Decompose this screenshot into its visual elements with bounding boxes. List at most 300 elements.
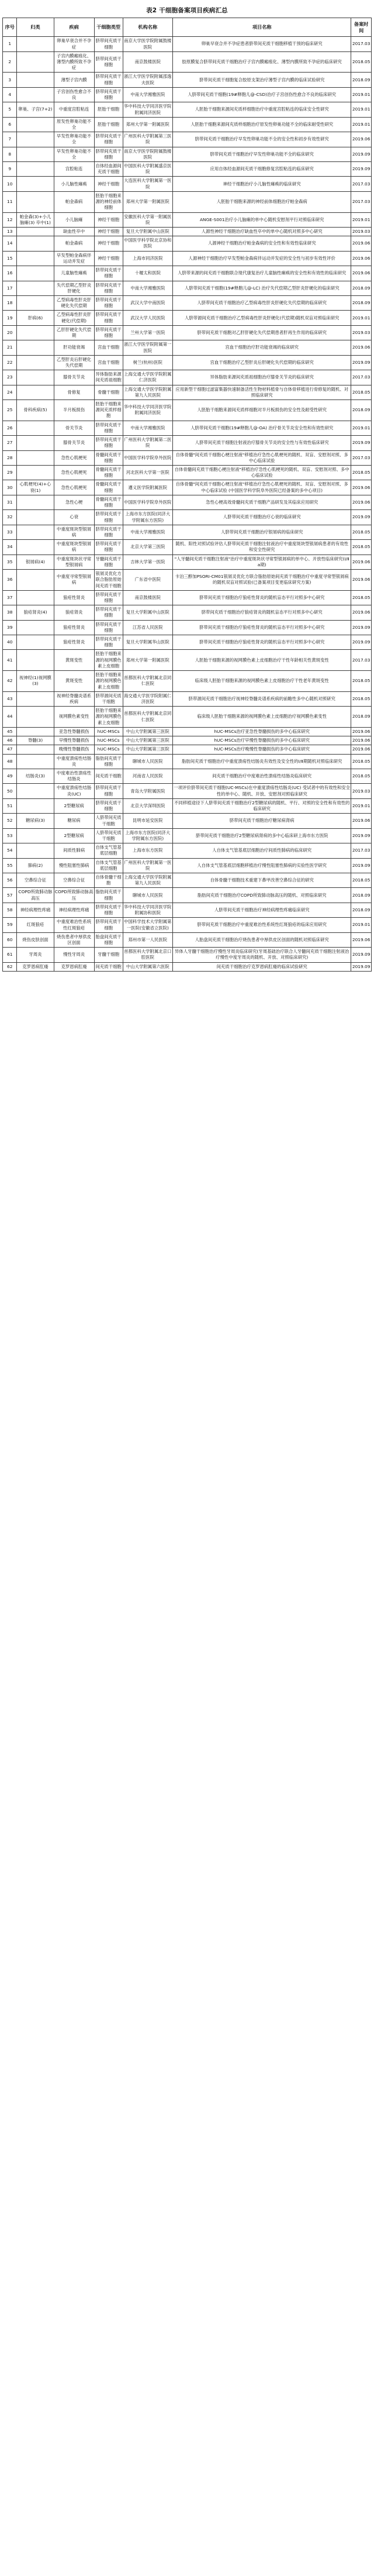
- table-row: [3, 191, 372, 212]
- cell-institution: 中山大学附属第三医院: [123, 727, 172, 736]
- table-row: [3, 117, 372, 132]
- cell-stem-cell-type: 脐带间充质干细胞: [94, 266, 123, 281]
- table-row: [3, 948, 372, 962]
- cell-institution: 郑州大学第一附属医院: [123, 191, 172, 212]
- table-row: [3, 828, 372, 843]
- cell-category: [17, 177, 54, 191]
- table-row: [3, 873, 372, 888]
- cell-project-name: hUC-MSCs治疗早慢性脊髓损伤的多中心临床研究: [173, 736, 351, 745]
- cell-project-name: 卡泊三醇加PSORI-CM01银屑灵优化方联合脂肪原始间充质干细胞治疗中重度寻常型银屑病的随机双盲对照试验(已备案项目变更临床研究方案): [173, 570, 351, 591]
- cell-institution: 中山大学附属第六医院: [123, 962, 172, 971]
- cell-category: [17, 191, 54, 212]
- cell-record-date: 2018.09: [351, 281, 372, 295]
- cell-institution: 青岛大学附属医院: [123, 784, 172, 798]
- cell-record-date: 2019.06: [351, 495, 372, 509]
- cell-disease: 黄斑变性: [54, 671, 94, 692]
- cell-disease: 小儿脑性瘫痪: [54, 177, 94, 191]
- cell-stem-cell-type: 骨髓间充质干细胞: [94, 466, 123, 480]
- cell-disease: 失代偿期乙型肝炎肝硬化: [54, 281, 94, 295]
- table-row: [3, 962, 372, 971]
- cell-record-date: 2019.06: [351, 251, 372, 266]
- cell-record-date: 2017.03: [351, 843, 372, 858]
- cell-project-name: 人脐带间充质干细胞治疗神经病理性疼痛临床研究: [173, 903, 351, 917]
- cell-institution: 浙江大学医学院附属第一医院: [123, 340, 172, 355]
- cell-project-name: hUC-MSCs治疗晚慢性脊髓损伤的多中心临床研究: [173, 745, 351, 754]
- cell-record-date: 2019.09: [351, 962, 372, 971]
- cell-disease: 乙型病毒性肝炎肝硬化失代偿期: [54, 295, 94, 310]
- cell-no: 33: [3, 525, 17, 539]
- table-row: [3, 495, 372, 509]
- cell-institution: 昆明市延安医院: [123, 814, 172, 828]
- cell-institution: 广东省中医院: [123, 570, 172, 591]
- cell-project-name: 一项评价脐带间充质干细胞(UC-MSCs)在中重度溃疡性结肠炎(UC) 受试者中的有效性和安全性的单中心、随机、开放、安慰剂对照临床研究: [173, 784, 351, 798]
- cell-record-date: 2019.09: [351, 948, 372, 962]
- table-row: [3, 450, 372, 465]
- cell-disease: 早发性卵巢功能不全: [54, 132, 94, 147]
- cell-no: 59: [3, 918, 17, 932]
- cell-project-name: 脐带间充质干细胞治疗糖尿病肾病: [173, 814, 351, 828]
- cell-record-date: 2019.09: [351, 355, 372, 370]
- cell-project-name: 脂肪间充质干细胞治疗COPD所致肺动脉高压的随机、对照临床研究: [173, 888, 351, 903]
- cell-institution: 河北医科大学第一医院: [123, 466, 172, 480]
- cell-record-date: 2019.06: [351, 745, 372, 754]
- table-row: [3, 436, 372, 450]
- cell-institution: 兰州大学第一医院: [123, 325, 172, 340]
- cell-category: [17, 620, 54, 635]
- cell-category: [17, 37, 54, 51]
- cell-institution: 华中科技大学同济医学院附属同济医院: [123, 102, 172, 117]
- cell-disease: 神经病理性疼痛: [54, 903, 94, 917]
- cell-disease: 骨修复: [54, 385, 94, 400]
- cell-project-name: 自体骨髓"间充质干细胞心梗注射液"移植治疗急性心肌梗死的随机、双盲、安慰剂对照、多中心临床试验 (中国医学科学院阜外医院已经备案的多中心项目): [173, 480, 351, 495]
- cell-disease: 乙型病毒性肝炎肝硬化(代偿期): [54, 311, 94, 325]
- cell-project-name: 人脐带间充质干细胞(19#释胞儿@-OA) 治疗骨关节炎安全性和有效性研究: [173, 421, 351, 435]
- cell-disease: 空鼻综合征: [54, 873, 94, 888]
- cell-no: 55: [3, 858, 17, 873]
- cell-project-name: 脐带间充质干细胞治疗早发性卵巢功能不全的安全性和初步有效性研究: [173, 132, 351, 147]
- cell-stem-cell-type: 胚胎干细胞: [94, 117, 123, 132]
- cell-institution: 安徽医科大学第一附属医院: [123, 212, 172, 227]
- cell-project-name: 异体脂肪来源间充质祖细胞治疗膝骨关节炎的临床研究: [173, 370, 351, 385]
- cell-record-date: 2018.09: [351, 73, 372, 87]
- cell-institution: 中山大学附属第三医院: [123, 745, 172, 754]
- cell-stem-cell-type: 脐带间充质干细胞: [94, 903, 123, 917]
- table-header: [3, 18, 372, 37]
- cell-record-date: 2017.03: [351, 191, 372, 212]
- cell-disease: 中重度斑块型银屑病: [54, 540, 94, 555]
- cell-record-date: 2018.05: [351, 671, 372, 692]
- cell-disease: 糖尿病: [54, 814, 94, 828]
- cell-no: 15: [3, 251, 17, 266]
- cell-project-name: 自体骨髓干细胞技术重建下鼻甲改善空鼻综合征的研究: [173, 873, 351, 888]
- table-row: [3, 87, 372, 102]
- cell-disease: 克罗恩病肛瘘: [54, 962, 94, 971]
- cell-project-name: 间充质干细胞治疗克罗恩病肛瘘的临床试验研究: [173, 962, 351, 971]
- cell-institution: 大连医科大学附属第一医院: [123, 177, 172, 191]
- cell-stem-cell-type: 脐带间充质干细胞: [94, 635, 123, 650]
- cell-project-name: 神经干细胞治疗小儿脑性瘫痪的临床研究: [173, 177, 351, 191]
- column-header-project: 项目名称: [173, 18, 351, 37]
- cell-project-name: 人脐带间充质干细胞治疗乙型病毒性肝炎肝硬化失代偿期的临床研究: [173, 295, 351, 310]
- cell-category: 糖尿病(3): [17, 814, 54, 828]
- cell-project-name: 脐带间充质干细胞治疗早发性卵巢功能不全的临床研究: [173, 147, 351, 161]
- table-row: [3, 745, 372, 754]
- column-header-institution: 机构名称: [123, 18, 172, 37]
- cell-record-date: 2018.09: [351, 400, 372, 421]
- cell-record-date: 2018.09: [351, 707, 372, 728]
- cell-record-date: 2019.09: [351, 858, 372, 873]
- cell-institution: 河南省人民医院: [123, 769, 172, 783]
- cell-project-name: 自体骨髓间充质干细胞心梗注射液"移植治疗急性心肌梗死的随机、双盲、安慰剂对照、多中心临床试验: [173, 466, 351, 480]
- cell-institution: 树兰(杭州)医院: [123, 355, 172, 370]
- table-row: [3, 635, 372, 650]
- table-row: [3, 858, 372, 873]
- cell-record-date: 2019.03: [351, 228, 372, 236]
- cell-disease: 中重度溃疡性结肠炎(UC): [54, 784, 94, 798]
- cell-category: [17, 266, 54, 281]
- cell-institution: 中国医科大学附属盛京医院: [123, 162, 172, 177]
- cell-category: [17, 236, 54, 251]
- cell-stem-cell-type: 人脐带间充质干细胞: [94, 814, 123, 828]
- cell-disease: 慢性牙周炎: [54, 948, 94, 962]
- cell-no: 41: [3, 650, 17, 671]
- cell-category: 神经病理性疼痛: [17, 903, 54, 917]
- cell-category: [17, 340, 54, 355]
- cell-disease: 原发性卵巢功能不全: [54, 117, 94, 132]
- cell-institution: 首都医科大学附属北京口腔医院: [123, 948, 172, 962]
- cell-no: 3: [3, 73, 17, 87]
- cell-disease: 宫腔粘连: [54, 162, 94, 177]
- cell-no: 35: [3, 555, 17, 569]
- cell-project-name: 临床级人胚胎干细胞来源的视网膜色素上皮细胞治疗干性老年黄斑变性: [173, 671, 351, 692]
- cell-stem-cell-type: 脐带间充质干细胞: [94, 147, 123, 161]
- cell-no: 7: [3, 132, 17, 147]
- cell-disease: 急性心梗: [54, 495, 94, 509]
- cell-no: 25: [3, 400, 17, 421]
- cell-no: 30: [3, 480, 17, 495]
- cell-stem-cell-type: 脐带间充质干细胞: [94, 73, 123, 87]
- stem-cell-registration-table: [2, 18, 372, 972]
- cell-no: 11: [3, 191, 17, 212]
- cell-stem-cell-type: 脐带间充质干细胞: [94, 37, 123, 51]
- table-row: [3, 903, 372, 917]
- cell-category: [17, 117, 54, 132]
- cell-project-name: hUC-MSCs治疗亚急性脊髓损伤的多中心临床研究: [173, 727, 351, 736]
- cell-institution: 首都医科大学附属北京同仁医院: [123, 671, 172, 692]
- cell-no: 47: [3, 745, 17, 754]
- cell-category: [17, 510, 54, 525]
- table-row: [3, 177, 372, 191]
- table-row: [3, 385, 372, 400]
- cell-project-name: 人脐带间充质干细胞治疗银屑病的临床研究: [173, 525, 351, 539]
- cell-project-name: 人胚胎干细胞来源的神经前体细胞治疗帕金森病: [173, 191, 351, 212]
- document-page: [0, 0, 374, 976]
- cell-disease: 中重度难治性系统性红斑狼疮: [54, 918, 94, 932]
- cell-institution: 中国医学科学院阜外医院: [123, 450, 172, 465]
- table-row: [3, 671, 372, 692]
- cell-category: [17, 784, 54, 798]
- cell-record-date: 2018.09: [351, 888, 372, 903]
- cell-institution: 聊城市人民医院: [123, 888, 172, 903]
- cell-category: 银屑病(4): [17, 555, 54, 569]
- table-row: [3, 754, 372, 769]
- cell-record-date: 2017.03: [351, 450, 372, 465]
- cell-disease: 心衰: [54, 510, 94, 525]
- cell-project-name: 自体骨髓"间充质干细胞心梗注射液"移植治疗急性心肌梗死的随机、双盲、安慰剂对照、多中心临床试验: [173, 450, 351, 465]
- table-row: [3, 311, 372, 325]
- cell-institution: 首都医科大学附属北京同仁医院: [123, 707, 172, 728]
- cell-project-name: 人脐带来源的间充质干细胞联合现代康复治疗儿童脑性瘫痪的安全性和有效性的临床研究: [173, 266, 351, 281]
- cell-category: 牙周炎: [17, 948, 54, 962]
- cell-disease: 间质性肺病: [54, 843, 94, 858]
- cell-record-date: 2019.03: [351, 784, 372, 798]
- cell-project-name: 人自体支气管基底层细胞移植治疗慢性阻塞性肺病的实验性医学研究: [173, 858, 351, 873]
- cell-no: 26: [3, 421, 17, 435]
- cell-project-name: 急性心梗高效骨髓间充质干细胞产品研发及其临床应用研究: [173, 495, 351, 509]
- cell-no: 24: [3, 385, 17, 400]
- cell-institution: 北京大学第三医院: [123, 540, 172, 555]
- cell-no: 32: [3, 510, 17, 525]
- cell-project-name: 人胚胎干细胞来源间充质样细胞治疗原发性卵巢功能不全的临床耐受性研究: [173, 117, 351, 132]
- cell-project-name: 脐带间充质干细胞对乙肝肝硬化失代偿期患者肝再生作用的临床研究: [173, 325, 351, 340]
- cell-record-date: 2019.09: [351, 620, 372, 635]
- cell-stem-cell-type: 脐带间充质干细胞: [94, 510, 123, 525]
- cell-category: [17, 495, 54, 509]
- cell-stem-cell-type: 胚胎干细胞来源的视网膜色素上皮细胞: [94, 707, 123, 728]
- table-row: [3, 620, 372, 635]
- cell-project-name: 胶原膜复合脐带间充质干细胞治疗子宫内膜瘢痕化、薄型内膜所致不孕症的临床研究: [173, 51, 351, 73]
- cell-project-name: 应用新型干细胞过滤富集器快速制备活性生物材料植骨与自体骨移植进行骨修复的随机、对照临床研究: [173, 385, 351, 400]
- table-row: [3, 570, 372, 591]
- table-row: [3, 37, 372, 51]
- cell-stem-cell-type: 脐带间充质干细胞: [94, 87, 123, 102]
- cell-record-date: 2019.06: [351, 932, 372, 947]
- cell-no: 20: [3, 325, 17, 340]
- table-row: [3, 784, 372, 798]
- cell-record-date: 2019.06: [351, 727, 372, 736]
- cell-disease: 视神经脊髓炎谱系疾病: [54, 691, 94, 706]
- cell-stem-cell-type: 神经干细胞: [94, 228, 123, 236]
- cell-category: [17, 540, 54, 555]
- cell-stem-cell-type: 自体骨髓干细胞: [94, 873, 123, 888]
- cell-record-date: 2019.01: [351, 212, 372, 227]
- cell-no: 42: [3, 671, 17, 692]
- cell-record-date: 2019.01: [351, 918, 372, 932]
- cell-no: 52: [3, 814, 17, 828]
- cell-project-name: 人源神经干细胞治疗帕金森病的安全性和有效性临床研究: [173, 236, 351, 251]
- cell-category: [17, 73, 54, 87]
- table-row: [3, 814, 372, 828]
- cell-no: 14: [3, 236, 17, 251]
- cell-record-date: 2019.01: [351, 87, 372, 102]
- column-header-category: 归类: [17, 18, 54, 37]
- table-row: [3, 147, 372, 161]
- cell-stem-cell-type: 间充质干细胞: [94, 769, 123, 783]
- table-row: [3, 605, 372, 620]
- cell-category: COPD所致肺动脉高压: [17, 888, 54, 903]
- cell-record-date: 2018.05: [351, 385, 372, 400]
- cell-no: 2: [3, 51, 17, 73]
- cell-stem-cell-type: 脐带间充质干细胞: [94, 325, 123, 340]
- cell-institution: 广州医科大学附属第三医院: [123, 132, 172, 147]
- cell-category: [17, 525, 54, 539]
- cell-project-name: 宫血干细胞治疗乙型肝炎后肝硬化失代偿期的临床研究: [173, 355, 351, 370]
- cell-institution: 郑州市第一人民医院: [123, 932, 172, 947]
- cell-category: 视神经(1)视网膜(3): [17, 671, 54, 692]
- cell-project-name: "人牙髓间充质干细胞注射液"治疗中重度斑块状寻常型银屑病的单中心、开放性临床研究(Ⅰ/Ⅱa期): [173, 555, 351, 569]
- cell-stem-cell-type: 脐带间充质干细胞: [94, 51, 123, 73]
- cell-project-name: 人自体支气管基底层细胞治疗间质性肺病的临床研究: [173, 843, 351, 858]
- cell-no: 10: [3, 177, 17, 191]
- cell-record-date: 2019.06: [351, 132, 372, 147]
- cell-no: 38: [3, 605, 17, 620]
- cell-category: 帕金森(3)+小儿脑瘫(3) 卒中(1): [17, 212, 54, 227]
- cell-stem-cell-type: 脐带间充质干细胞: [94, 918, 123, 932]
- cell-institution: 北京大学深圳医院: [123, 798, 172, 813]
- cell-disease: 乙型肝炎后肝硬化失代偿期: [54, 355, 94, 370]
- cell-record-date: 2019.01: [351, 117, 372, 132]
- cell-project-name: 脐带间充质干细胞治疗中重度难治性系统性红斑狼疮的临床应用研究: [173, 918, 351, 932]
- cell-category: [17, 570, 54, 591]
- table-row: [3, 236, 372, 251]
- cell-stem-cell-type: 骨髓间充质干细胞: [94, 450, 123, 465]
- cell-category: 卵巢、子宫(7+2): [17, 102, 54, 117]
- cell-no: 19: [3, 311, 17, 325]
- cell-no: 48: [3, 754, 17, 769]
- cell-disease: 膝骨关节炎: [54, 370, 94, 385]
- cell-institution: 上海交通大学医学院附属第九人民医院: [123, 873, 172, 888]
- cell-no: 51: [3, 798, 17, 813]
- table-row: [3, 132, 372, 147]
- cell-stem-cell-type: hUC-MSCs: [94, 745, 123, 754]
- cell-stem-cell-type: hUC-MSCs: [94, 727, 123, 736]
- cell-stem-cell-type: 胚胎干细胞来源的视网膜色素上皮细胞: [94, 650, 123, 671]
- cell-project-name: 人脐带间充质干细胞(19#释胞儿@-LC) 治疗失代偿期乙型肝炎肝硬化的临床研究: [173, 281, 351, 295]
- cell-disease: 骨关节炎: [54, 421, 94, 435]
- cell-institution: 复旦大学附属华山医院: [123, 635, 172, 650]
- cell-institution: 郑州大学第一附属医院: [123, 117, 172, 132]
- cell-project-name: 异体人牙髓干细胞治疗慢性牙周炎临床研究(牙周基础治疗联合人牙髓间充质干细胞注射液治疗慢性中度牙周炎的随机、开放、对照临床研究): [173, 948, 351, 962]
- cell-project-name: 应用自体经血源间充质干细胞修复宫腔粘连的临床研究: [173, 162, 351, 177]
- cell-category: [17, 650, 54, 671]
- cell-record-date: 2019.01: [351, 421, 372, 435]
- cell-institution: 上海市同济医院: [123, 251, 172, 266]
- cell-no: 45: [3, 727, 17, 736]
- table-row: [3, 400, 372, 421]
- cell-stem-cell-type: 脐带间充质干细胞: [94, 605, 123, 620]
- cell-no: 44: [3, 707, 17, 728]
- cell-stem-cell-type: 脐带间充质干细胞: [94, 295, 123, 310]
- cell-record-date: 2019.09: [351, 436, 372, 450]
- cell-record-date: 2018.09: [351, 295, 372, 310]
- cell-record-date: 2019.06: [351, 736, 372, 745]
- cell-disease: 急性心肌梗死: [54, 466, 94, 480]
- cell-category: 肝病(6): [17, 311, 54, 325]
- cell-stem-cell-type: hUC-MSCs: [94, 736, 123, 745]
- cell-institution: 南京大学医学院附属鼓楼医院: [123, 37, 172, 51]
- table-row: [3, 466, 372, 480]
- cell-category: [17, 450, 54, 465]
- cell-record-date: 2018.09: [351, 903, 372, 917]
- table-row: [3, 707, 372, 728]
- cell-record-date: 2018.05: [351, 466, 372, 480]
- column-header-date: 备案时间: [351, 18, 372, 37]
- table-row: [3, 555, 372, 569]
- cell-record-date: 2019.06: [351, 266, 372, 281]
- cell-disease: 帕金森病: [54, 191, 94, 212]
- cell-disease: 子宫创伤性愈合不良: [54, 87, 94, 102]
- cell-disease: 晚慢性脊髓损伤: [54, 745, 94, 754]
- cell-record-date: 2017.03: [351, 370, 372, 385]
- table-row: [3, 798, 372, 813]
- cell-no: 49: [3, 769, 17, 783]
- table-row: [3, 736, 372, 745]
- cell-disease: 薄型子宫内膜: [54, 73, 94, 87]
- cell-no: 13: [3, 228, 17, 236]
- cell-project-name: 脂肪间充质干细胞治疗中重度溃疡性结肠炎有效性及安全性的Ⅰ/Ⅱ期随机对照临床研究: [173, 754, 351, 769]
- cell-project-name: 临床级人胚胎干细胞来源的视网膜色素上皮细胞治疗视网膜色素变性: [173, 707, 351, 728]
- cell-no: 54: [3, 843, 17, 858]
- cell-stem-cell-type: 间充质干细胞: [94, 962, 123, 971]
- cell-disease: 狼疮性肾炎: [54, 590, 94, 605]
- cell-project-name: 人脐带间充质干细胞(19#释胞儿@-CSD)治疗子宫创伤性愈合不良的临床研究: [173, 87, 351, 102]
- cell-institution: 江苏省人民医院: [123, 620, 172, 635]
- cell-record-date: 2019.03: [351, 325, 372, 340]
- cell-no: 62: [3, 962, 17, 971]
- cell-category: [17, 798, 54, 813]
- cell-record-date: 2019.06: [351, 814, 372, 828]
- cell-institution: 复旦大学附属中山医院: [123, 605, 172, 620]
- cell-no: 60: [3, 932, 17, 947]
- cell-category: 红斑狼疮: [17, 918, 54, 932]
- cell-project-name: 不同移植途径下人脐带间充质干细胞治疗2型糖尿病的随机、平行、对照的安全性和有效性的临床研究: [173, 798, 351, 813]
- cell-category: [17, 385, 54, 400]
- cell-category: [17, 421, 54, 435]
- cell-record-date: 2018.05: [351, 525, 372, 539]
- cell-record-date: 2019.06: [351, 340, 372, 355]
- cell-disease: 慢性阻塞性肺病: [54, 858, 94, 873]
- cell-stem-cell-type: 脂肪间充质干细胞: [94, 754, 123, 769]
- cell-category: [17, 51, 54, 73]
- cell-stem-cell-type: 脐带间充质干细胞: [94, 311, 123, 325]
- cell-stem-cell-type: 胚胎干细胞来源间充质样细胞: [94, 400, 123, 421]
- cell-category: 肺病(2): [17, 858, 54, 873]
- cell-project-name: 脐带间充质干细胞治疗狼疮性肾炎的随机盲态平行对照多中心研究: [173, 635, 351, 650]
- cell-institution: 南京鼓楼医院: [123, 51, 172, 73]
- cell-project-name: 脐带间充质干细胞治疗狼疮肾炎的随机盲态平行对照多中心研究: [173, 605, 351, 620]
- cell-record-date: 2018.05: [351, 873, 372, 888]
- cell-category: [17, 745, 54, 754]
- cell-project-name: 脐带间充质干细胞治疗狼疮性肾炎的随机盲态平行对照多中心研究: [173, 620, 351, 635]
- cell-disease: 狼疮性肾炎: [54, 620, 94, 635]
- cell-stem-cell-type: 神经干细胞: [94, 212, 123, 227]
- table-row: [3, 932, 372, 947]
- cell-category: [17, 132, 54, 147]
- cell-category: 心肌梗死(4)+心衰(1): [17, 480, 54, 495]
- cell-no: 34: [3, 540, 17, 555]
- table-row: [3, 295, 372, 310]
- cell-stem-cell-type: 脐带间充质干细胞: [94, 784, 123, 798]
- cell-record-date: 2019.01: [351, 311, 372, 325]
- cell-stem-cell-type: 骨髓间充质干细胞: [94, 495, 123, 509]
- table-row: [3, 525, 372, 539]
- cell-stem-cell-type: 脐带间充质干细胞: [94, 590, 123, 605]
- table-row: [3, 102, 372, 117]
- cell-no: 28: [3, 450, 17, 465]
- cell-stem-cell-type: 胎盘间充质干细胞: [94, 932, 123, 947]
- cell-project-name: 人脐带源间充质干细胞治疗乙型病毒性肝炎肝硬化(代偿期)随机双盲对照临床研究: [173, 311, 351, 325]
- cell-disease: 子宫内膜瘢痕化、薄型内膜所致不孕症: [54, 51, 94, 73]
